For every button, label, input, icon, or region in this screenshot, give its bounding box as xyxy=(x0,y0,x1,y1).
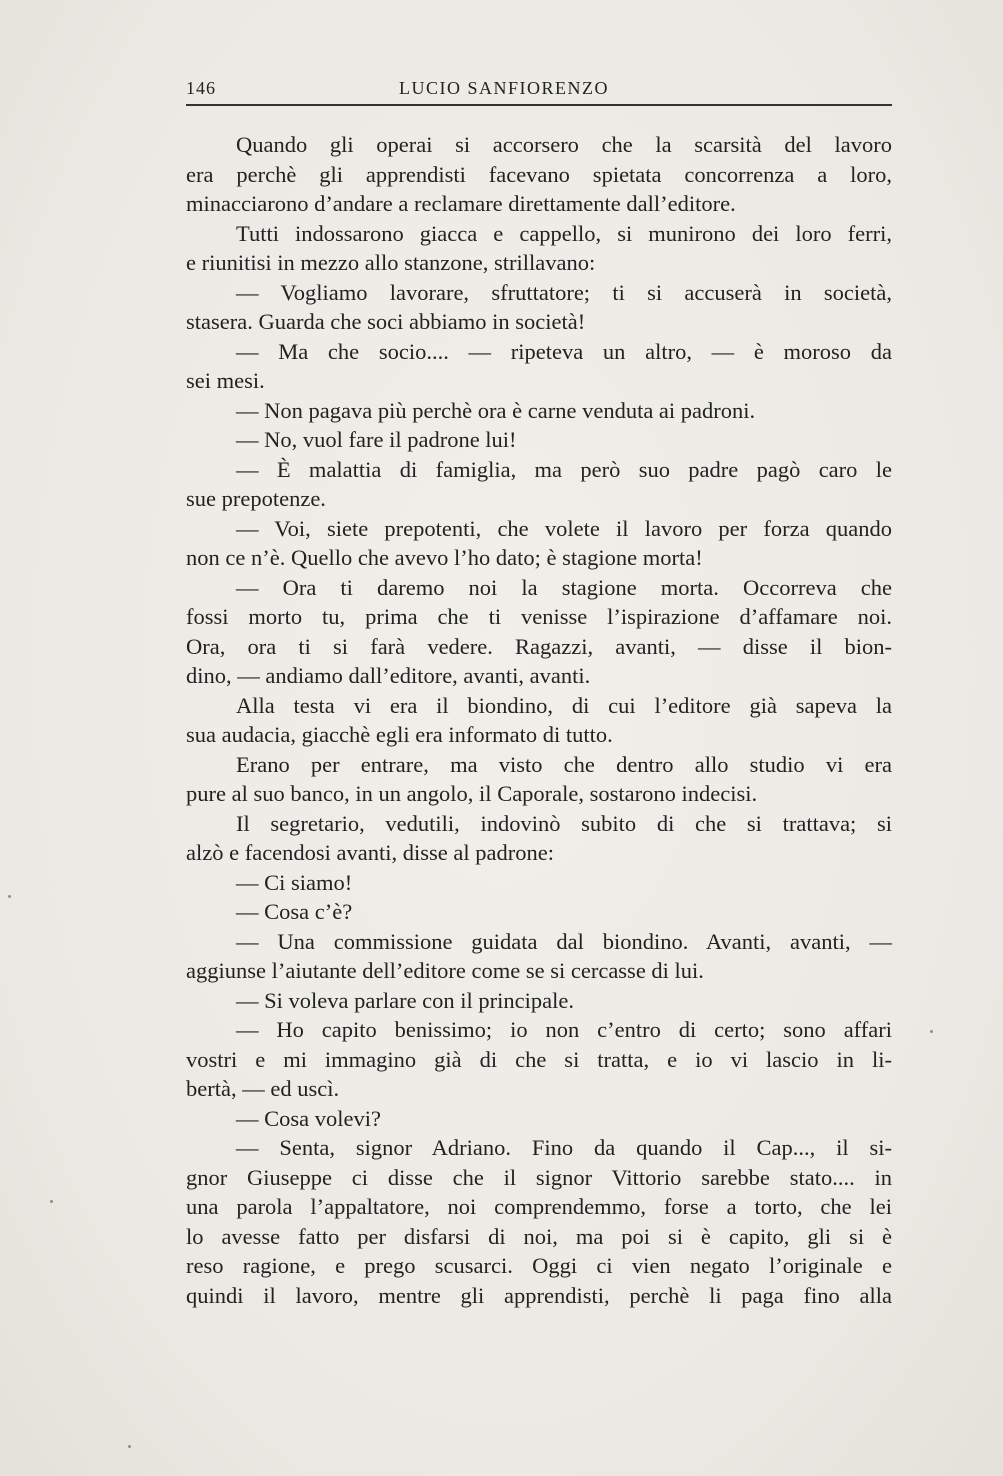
text-line: quindi il lavoro, mentre gli apprendisti, perchè li paga fino alla xyxy=(186,1282,892,1308)
text-line: minacciarono d’andare a reclamare direttamente dall’editore. xyxy=(186,191,736,216)
text-line: non ce n’è. Quello che avevo l’ho dato; è stagione morta! xyxy=(186,545,703,570)
text-line: alzò e facendosi avanti, disse al padrone: xyxy=(186,840,554,865)
header-rule xyxy=(186,104,892,106)
text-line: — Ora ti daremo noi la stagione morta. Occorreva che xyxy=(236,574,892,600)
text-line: Quando gli operai si accorsero che la scarsità del lavoro xyxy=(236,132,892,157)
text-line: — Cosa c’è? xyxy=(236,899,353,924)
text-line: reso ragione, e prego scusarci. Oggi ci vien negato l’originale e xyxy=(186,1253,892,1278)
text-line: aggiunse l’aiutante dell’editore come se si cercasse di lui. xyxy=(186,958,704,983)
text-line: bertà, — ed uscì. xyxy=(186,1076,340,1101)
text-line: — Vogliamo lavorare, sfruttatore; ti si accuserà in società, xyxy=(236,279,892,305)
text-line: — Voi, siete prepotenti, che volete il lavoro per forza quando xyxy=(236,515,892,541)
text-line: sue prepotenze. xyxy=(186,486,326,511)
text-line: lo avesse fatto per disfarsi di noi, ma poi si è capito, gli si è xyxy=(186,1223,892,1249)
text-line: era perchè gli apprendisti facevano spietata concorrenza a loro, xyxy=(186,161,892,187)
text-line: vostri e mi immagino già di che si tratta, e io vi lascio in li- xyxy=(186,1046,892,1072)
page-number: 146 xyxy=(186,78,216,98)
text-line: pure al suo banco, in un angolo, il Caporale, sostarono indecisi. xyxy=(186,781,758,806)
text-line: — Ho capito benissimo; io non c’entro di certo; sono affari xyxy=(236,1017,892,1042)
text-line: gnor Giuseppe ci disse che il signor Vittorio sarebbe stato.... in xyxy=(186,1164,892,1190)
text-line: e riunitisi in mezzo allo stanzone, strillavano: xyxy=(186,250,596,275)
text-line: Alla testa vi era il biondino, di cui l’editore già sapeva la xyxy=(236,692,892,718)
text-line: — Cosa volevi? xyxy=(236,1105,381,1131)
body-text xyxy=(186,130,892,1310)
text-line: — Ci siamo! xyxy=(236,869,353,895)
text-line: dino, — andiamo dall’editore, avanti, avanti. xyxy=(186,663,591,688)
page-header xyxy=(186,78,892,102)
text-line: — Senta, signor Adriano. Fino da quando il Cap..., il si- xyxy=(236,1135,892,1160)
text-line: — Non pagava più perchè ora è carne venduta ai padroni. xyxy=(236,397,756,423)
text-line: una parola l’appaltatore, noi comprendemmo, forse a torto, che lei xyxy=(186,1194,892,1219)
text-line: fossi morto tu, prima che ti venisse l’ispirazione d’affamare noi. xyxy=(186,604,892,629)
text-line: — Si voleva parlare con il principale. xyxy=(236,987,575,1013)
text-line: sei mesi. xyxy=(186,368,265,393)
running-head: LUCIO SANFIORENZO xyxy=(399,78,609,98)
text-line: — Una commissione guidata dal biondino. Avanti, avanti, — xyxy=(236,928,892,954)
text-line: — No, vuol fare il padrone lui! xyxy=(236,427,517,452)
text-line: stasera. Guarda che soci abbiamo in società! xyxy=(186,309,586,334)
text-line: Erano per entrare, ma visto che dentro allo studio vi era xyxy=(236,751,892,777)
text-line: sua audacia, giacchè egli era informato di tutto. xyxy=(186,722,613,747)
text-line: Il segretario, vedutili, indovinò subito di che si trattava; si xyxy=(236,810,892,836)
text-line: Ora, ora ti si farà vedere. Ragazzi, avanti, — disse il bion- xyxy=(186,633,892,659)
text-line: Tutti indossarono giacca e cappello, si munirono dei loro ferri, xyxy=(236,220,892,246)
text-line: — È malattia di famiglia, ma però suo padre pagò caro le xyxy=(236,456,892,482)
text-line: — Ma che socio.... — ripeteva un altro, — è moroso da xyxy=(236,338,892,364)
